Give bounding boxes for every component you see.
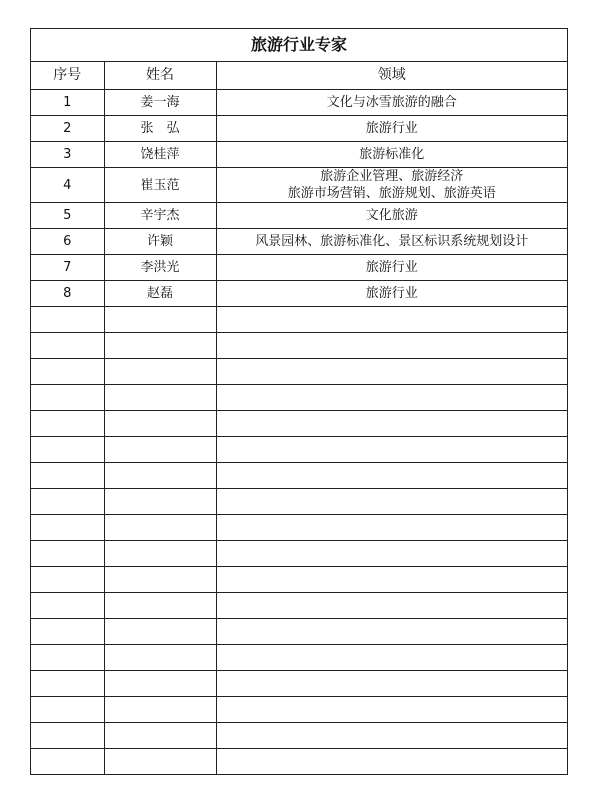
empty-cell: [31, 567, 104, 593]
empty-cell: [216, 645, 567, 671]
empty-row: [31, 723, 567, 749]
empty-cell: [31, 593, 104, 619]
row-field: [216, 255, 567, 281]
empty-cell: [216, 489, 567, 515]
empty-row: [31, 619, 567, 645]
empty-cell: [31, 307, 104, 333]
empty-cell: [216, 541, 567, 567]
empty-row: [31, 437, 567, 463]
empty-cell: [216, 463, 567, 489]
row-index: 1: [31, 90, 104, 116]
empty-cell: [216, 411, 567, 437]
empty-cell: [31, 697, 104, 723]
empty-cell: [31, 645, 104, 671]
empty-cell: [31, 723, 104, 749]
field-line: 旅游标准化: [359, 147, 425, 162]
row-name: 崔玉范: [104, 168, 216, 203]
row-name: 赵磊: [104, 281, 216, 307]
field-line: 旅游市场营销、旅游规划、旅游英语: [287, 186, 496, 201]
row-index: 5: [31, 203, 104, 229]
row-name: 姜一海: [104, 90, 216, 116]
empty-cell: [104, 463, 216, 489]
expert-sheet: [30, 28, 568, 775]
empty-cell: [104, 307, 216, 333]
table-row: [31, 142, 567, 168]
header-name: 姓名: [104, 62, 216, 90]
empty-cell: [104, 645, 216, 671]
empty-cell: [216, 515, 567, 541]
empty-cell: [31, 749, 104, 775]
empty-cell: [31, 385, 104, 411]
empty-cell: [104, 359, 216, 385]
row-index: 4: [31, 168, 104, 203]
table-row: [31, 90, 567, 116]
table-row: [31, 281, 567, 307]
empty-cell: [216, 671, 567, 697]
header-index: 序号: [53, 67, 82, 83]
row-field: [216, 116, 567, 142]
table-row: [31, 229, 567, 255]
row-index: 7: [31, 255, 104, 281]
empty-cell: [216, 333, 567, 359]
header-row: [31, 62, 567, 90]
field-line: 旅游行业: [365, 121, 418, 136]
empty-row: [31, 515, 567, 541]
empty-cell: [216, 567, 567, 593]
empty-cell: [216, 619, 567, 645]
row-index: 3: [31, 142, 104, 168]
row-field: [216, 142, 567, 168]
empty-cell: [216, 307, 567, 333]
table-row: [31, 255, 567, 281]
empty-row: [31, 463, 567, 489]
empty-row: [31, 567, 567, 593]
row-field: [216, 229, 567, 255]
table-row: [31, 168, 567, 203]
empty-cell: [104, 385, 216, 411]
field-line: 风景园林、旅游标准化、景区标识系统规划设计: [255, 234, 529, 249]
empty-cell: [216, 359, 567, 385]
empty-row: [31, 697, 567, 723]
row-field: [216, 281, 567, 307]
empty-cell: [104, 671, 216, 697]
empty-cell: [216, 385, 567, 411]
empty-cell: [31, 463, 104, 489]
empty-cell: [104, 567, 216, 593]
empty-row: [31, 749, 567, 775]
row-name: 李洪光: [104, 255, 216, 281]
empty-cell: [216, 437, 567, 463]
row-field: [216, 90, 567, 116]
field-line: 文化旅游: [365, 208, 418, 223]
empty-cell: [104, 411, 216, 437]
empty-cell: [31, 437, 104, 463]
empty-row: [31, 333, 567, 359]
row-field: [216, 168, 567, 203]
document-title: 旅游行业专家: [31, 29, 567, 62]
field-line: 旅游行业: [365, 260, 418, 275]
empty-cell: [104, 593, 216, 619]
empty-cell: [31, 619, 104, 645]
empty-row: [31, 489, 567, 515]
empty-cell: [31, 489, 104, 515]
table-body: [31, 90, 567, 775]
header-field: 领域: [216, 62, 567, 90]
empty-row: [31, 593, 567, 619]
empty-cell: [31, 515, 104, 541]
empty-row: [31, 671, 567, 697]
table-row: [31, 203, 567, 229]
empty-cell: [216, 697, 567, 723]
empty-cell: [31, 671, 104, 697]
empty-cell: [31, 541, 104, 567]
empty-cell: [31, 411, 104, 437]
row-field: [216, 203, 567, 229]
empty-cell: [104, 541, 216, 567]
row-name: 饶桂萍: [104, 142, 216, 168]
empty-cell: [104, 749, 216, 775]
experts-table: [31, 62, 567, 774]
field-line: 旅游企业管理、旅游经济: [320, 169, 464, 184]
row-name: 张 弘: [104, 116, 216, 142]
empty-row: [31, 411, 567, 437]
table-row: [31, 116, 567, 142]
empty-cell: [104, 489, 216, 515]
row-index: 2: [31, 116, 104, 142]
empty-cell: [31, 333, 104, 359]
empty-cell: [104, 697, 216, 723]
empty-row: [31, 541, 567, 567]
empty-cell: [216, 723, 567, 749]
row-name: 辛宇杰: [104, 203, 216, 229]
empty-cell: [31, 359, 104, 385]
empty-row: [31, 385, 567, 411]
empty-cell: [104, 723, 216, 749]
row-index: 8: [31, 281, 104, 307]
field-line: 旅游行业: [365, 286, 418, 301]
empty-cell: [216, 593, 567, 619]
empty-row: [31, 359, 567, 385]
empty-cell: [104, 333, 216, 359]
empty-cell: [104, 619, 216, 645]
row-name: 许颖: [104, 229, 216, 255]
row-index: 6: [31, 229, 104, 255]
empty-row: [31, 307, 567, 333]
empty-cell: [104, 437, 216, 463]
empty-cell: [104, 515, 216, 541]
field-line: 文化与冰雪旅游的融合: [326, 95, 457, 110]
empty-row: [31, 645, 567, 671]
empty-cell: [216, 749, 567, 775]
